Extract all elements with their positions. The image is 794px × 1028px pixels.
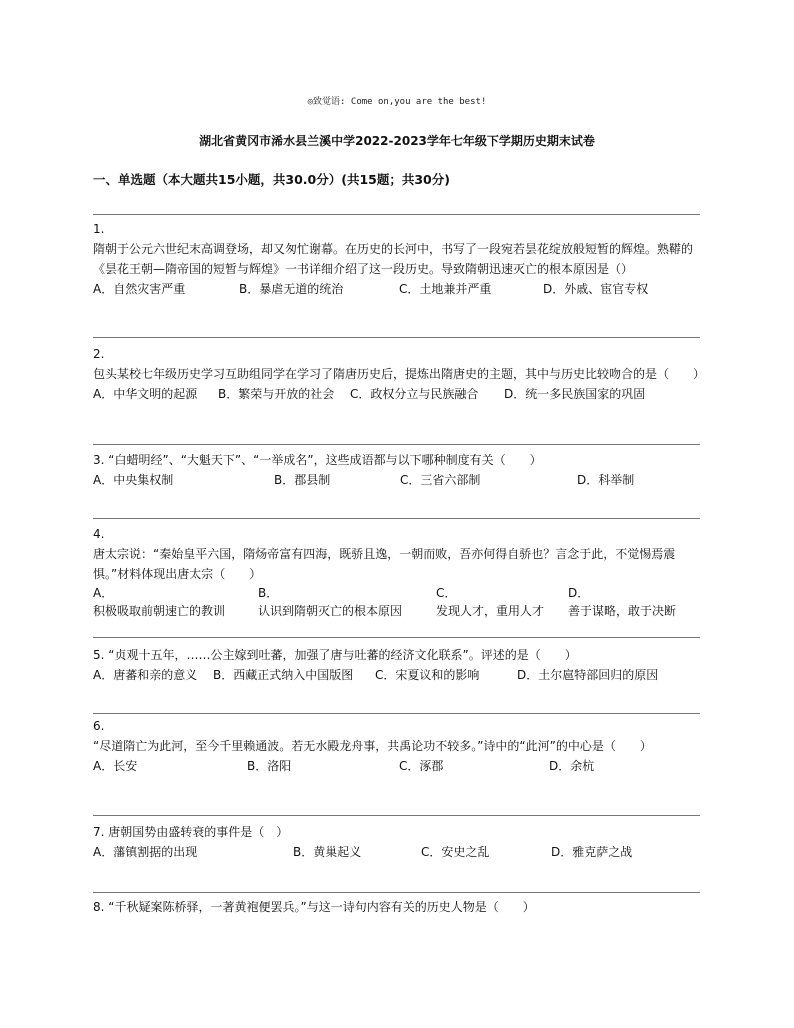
- option-c[interactable]: C．宋夏议和的影响: [375, 668, 480, 682]
- question-stem: 7. 唐朝国势由盛转衰的事件是（ ）: [93, 825, 289, 839]
- option-c[interactable]: C．安史之乱: [421, 845, 490, 859]
- option-letter: D．: [568, 586, 590, 600]
- question-1: [93, 219, 700, 299]
- option-d[interactable]: D．科举制: [577, 473, 635, 487]
- option-text: 认识到隋朝灭亡的根本原因: [258, 604, 403, 618]
- option-a[interactable]: A．长安: [93, 759, 138, 773]
- option-d[interactable]: D．雅克萨之战: [551, 845, 633, 859]
- option-b[interactable]: B．洛阳: [247, 759, 292, 773]
- option-letter: A．: [93, 586, 114, 600]
- divider: [93, 713, 700, 714]
- question-number: 6.: [93, 719, 105, 733]
- option-row: [93, 279, 700, 299]
- divider: [93, 637, 700, 638]
- option-text: 善于谋略，敢于决断: [568, 604, 677, 618]
- divider: [93, 892, 700, 893]
- option-a[interactable]: A．自然灾害严重: [93, 282, 186, 296]
- option-text: 积极吸取前朝速亡的教训: [93, 604, 226, 618]
- question-5: [93, 645, 700, 685]
- option-b[interactable]: B．繁荣与开放的社会: [218, 387, 335, 401]
- option-a[interactable]: A．藩镇割据的出现: [93, 845, 198, 859]
- option-row: [93, 384, 700, 404]
- question-7: [93, 822, 700, 862]
- divider: [93, 337, 700, 338]
- question-stem: “尽道隋亡为此河，至今千里赖通波。若无水殿龙舟事，共禹论功不较多。”诗中的“此河”的中心是（ ）: [93, 739, 652, 753]
- option-b[interactable]: B．暴虐无道的统治: [239, 282, 344, 296]
- question-4: [93, 524, 700, 620]
- option-c[interactable]: C．土地兼并严重: [399, 282, 492, 296]
- option-text: 发现人才，重用人才: [436, 604, 545, 618]
- option-row: [93, 665, 700, 685]
- option-a[interactable]: A．中央集权制: [93, 473, 174, 487]
- option-a[interactable]: A．唐蕃和亲的意义: [93, 668, 198, 682]
- question-number: 2.: [93, 347, 105, 361]
- option-a[interactable]: A．中华文明的起源: [93, 387, 198, 401]
- option-c[interactable]: [436, 584, 568, 620]
- question-stem: 包头某校七年级历史学习互助组同学在学习了隋唐历史后，提炼出隋唐史的主题，其中与历史比较吻合的是（ ）: [93, 367, 706, 381]
- question-stem: 5. “贞观十五年，……公主嫁到吐蕃，加强了唐与吐蕃的经济文化联系”。评述的是（ ）: [93, 648, 577, 662]
- section-heading: 一、单选题（本大题共15小题，共30.0分）(共15题；共30分): [93, 172, 450, 187]
- option-c[interactable]: C．涿郡: [399, 759, 444, 773]
- divider: [93, 815, 700, 816]
- option-c[interactable]: C．政权分立与民族融合: [350, 387, 479, 401]
- question-3: [93, 450, 700, 490]
- page-title: 湖北省黄冈市浠水县兰溪中学2022-2023学年七年级下学期历史期末试卷: [199, 134, 595, 148]
- question-stem: 3. “白蜡明经”、“大魁天下”、“一举成名”，这些成语都与以下哪种制度有关（ ）: [93, 453, 542, 467]
- question-number: 4.: [93, 527, 105, 541]
- question-number: 1.: [93, 222, 105, 236]
- question-stem: 唐太宗说：“秦始皇平六国，隋炀帝富有四海，既骄且逸，一朝而败，吾亦何得自骄也？言念于此，不觉惕焉震惧。”材料体现出唐太宗（ ）: [93, 547, 676, 581]
- question-2: [93, 344, 706, 404]
- option-d[interactable]: D．土尔扈特部回归的原因: [517, 668, 659, 682]
- question-6: [93, 716, 700, 776]
- option-d[interactable]: D．外戚、宦官专权: [543, 282, 649, 296]
- option-row: [93, 756, 700, 776]
- option-c[interactable]: C．三省六部制: [400, 473, 481, 487]
- option-grid: [93, 584, 700, 620]
- divider: [93, 214, 700, 215]
- question-8: [93, 897, 700, 917]
- motto-header: ◎致觉语: Come on,you are the best!: [307, 97, 487, 107]
- option-d[interactable]: D．统一多民族国家的巩固: [504, 387, 646, 401]
- option-b[interactable]: B．黄巢起义: [293, 845, 362, 859]
- option-b[interactable]: B．郡县制: [274, 473, 331, 487]
- option-d[interactable]: D．余杭: [549, 759, 595, 773]
- option-a[interactable]: [93, 584, 258, 620]
- option-b[interactable]: [258, 584, 436, 620]
- option-row: [93, 842, 700, 862]
- divider: [93, 444, 700, 445]
- question-stem: 隋朝于公元六世纪末高调登场，却又匆忙谢幕。在历史的长河中，书写了一段宛若昙花绽放般短暂的辉煌。熟鞯的《昙花王朝—隋帝国的短暂与辉煌》一书详细介绍了这一段历史。导致隋朝迅速灭亡的根本原因是（）: [93, 242, 694, 276]
- question-stem: 8. “千秋疑案陈桥驿，一著黄袍便罢兵。”与这一诗句内容有关的历史人物是（ ）: [93, 900, 535, 914]
- divider: [93, 518, 700, 519]
- option-b[interactable]: B．西藏正式纳入中国版图: [213, 668, 354, 682]
- option-d[interactable]: [568, 584, 676, 620]
- option-letter: C．: [436, 586, 457, 600]
- option-letter: B．: [258, 586, 279, 600]
- option-row: [93, 470, 700, 490]
